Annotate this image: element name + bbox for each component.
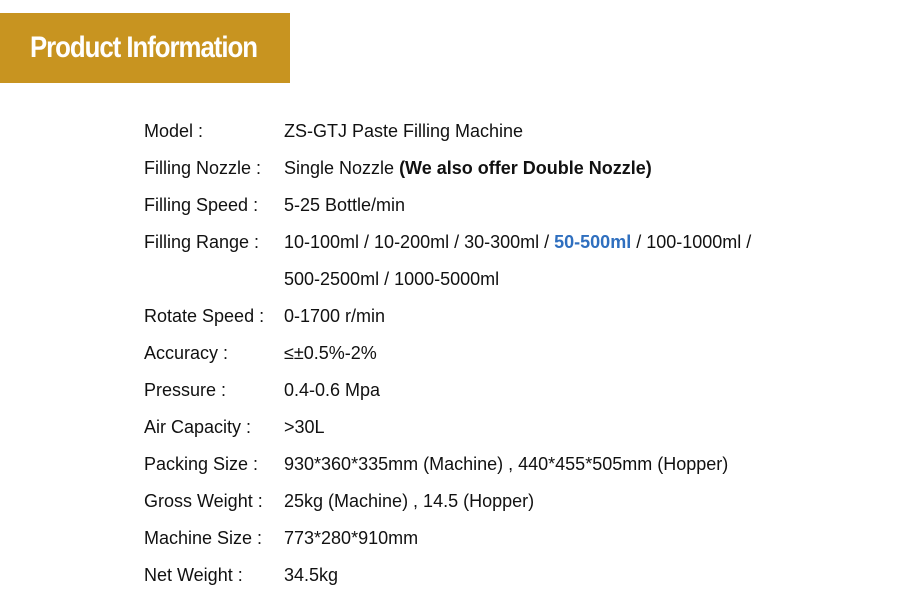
spec-row-machine-size bbox=[144, 520, 884, 557]
spec-label: Air Capacity : bbox=[144, 417, 252, 437]
section-header-banner bbox=[0, 13, 290, 83]
spec-label: Gross Weight : bbox=[144, 491, 263, 511]
spec-row-net-weight bbox=[144, 557, 884, 594]
spec-label: Model : bbox=[144, 121, 204, 141]
spec-value-part: / 100-1000ml / bbox=[631, 232, 752, 252]
spec-row-rotate-speed bbox=[144, 298, 884, 335]
spec-value: ZS-GTJ Paste Filling Machine bbox=[284, 121, 524, 141]
spec-list bbox=[144, 113, 884, 594]
spec-row-model bbox=[144, 113, 884, 150]
section-title: Product Information bbox=[30, 31, 257, 64]
spec-row-pressure bbox=[144, 372, 884, 409]
spec-label: Rotate Speed : bbox=[144, 306, 265, 326]
spec-value bbox=[284, 224, 884, 298]
spec-row-accuracy bbox=[144, 335, 884, 372]
spec-row-filling-speed bbox=[144, 187, 884, 224]
spec-label: Filling Nozzle : bbox=[144, 158, 262, 178]
spec-value: 930*360*335mm (Machine) , 440*455*505mm (Hopper) bbox=[284, 454, 729, 474]
spec-label: Pressure : bbox=[144, 380, 227, 400]
spec-row-filling-range bbox=[144, 224, 884, 298]
spec-label: Packing Size : bbox=[144, 454, 259, 474]
spec-label: Machine Size : bbox=[144, 528, 263, 548]
spec-value-part: 10-100ml / 10-200ml / 30-300ml / bbox=[284, 232, 555, 252]
spec-value: >30L bbox=[284, 417, 325, 437]
spec-value: ≤±0.5%-2% bbox=[284, 343, 377, 363]
spec-value: 5-25 Bottle/min bbox=[284, 195, 406, 215]
spec-row-packing-size bbox=[144, 446, 884, 483]
spec-value: 0-1700 r/min bbox=[284, 306, 386, 326]
spec-value-text: Single Nozzle bbox=[284, 158, 400, 178]
spec-value: 34.5kg bbox=[284, 565, 339, 585]
spec-label: Filling Range : bbox=[144, 232, 260, 252]
spec-row-filling-nozzle bbox=[144, 150, 884, 187]
spec-label: Filling Speed : bbox=[144, 195, 259, 215]
spec-value: 773*280*910mm bbox=[284, 528, 419, 548]
spec-value: 25kg (Machine) , 14.5 (Hopper) bbox=[284, 491, 535, 511]
spec-row-gross-weight bbox=[144, 483, 884, 520]
spec-value-line2: 500-2500ml / 1000-5000ml bbox=[284, 269, 500, 289]
spec-label: Net Weight : bbox=[144, 565, 243, 585]
spec-value-note: (We also offer Double Nozzle) bbox=[399, 158, 652, 178]
spec-value: 0.4-0.6 Mpa bbox=[284, 380, 381, 400]
spec-row-air-capacity bbox=[144, 409, 884, 446]
spec-value bbox=[284, 150, 884, 187]
spec-label: Accuracy : bbox=[144, 343, 229, 363]
spec-value-highlight: 50-500ml bbox=[554, 232, 632, 252]
